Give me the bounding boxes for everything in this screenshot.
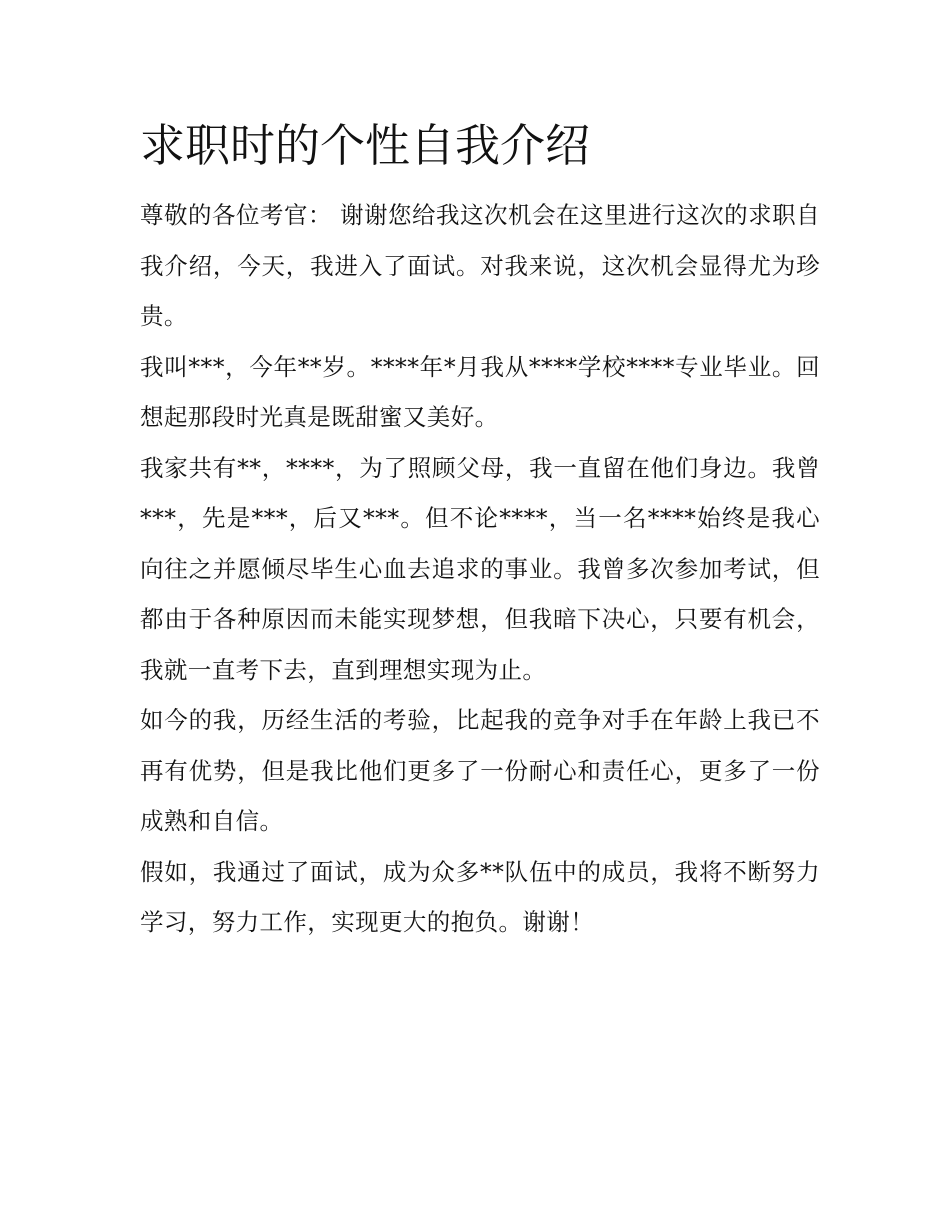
document-paragraphs	[140, 190, 820, 948]
paragraph-greeting: 尊敬的各位考官： 谢谢您给我这次机会在这里进行这次的求职自我介绍，今天，我进入了面试。对我来说，这次机会显得尤为珍贵。	[140, 201, 820, 330]
paragraph-family-and-goal: 我家共有**，****，为了照顾父母，我一直留在他们身边。我曾***，先是***，后又***。但不论****，当一名****始终是我心向往之并愿倾尽毕生心血去追求的事业。我曾多次参加考试，但都由于各种原因而未能实现梦想，但我暗下决心，只要有机会，我就一直考下去，直到理想实现为止。	[140, 453, 820, 684]
document-body	[140, 112, 820, 948]
paragraph-closing: 假如，我通过了面试，成为众多**队伍中的成员，我将不断努力学习，努力工作，实现更大的抱负。谢谢！	[140, 857, 820, 936]
paragraph-strengths: 如今的我，历经生活的考验，比起我的竞争对手在年龄上我已不再有优势，但是我比他们更多了一份耐心和责任心，更多了一份成熟和自信。	[140, 706, 820, 835]
document-title: 求职时的个性自我介绍	[140, 119, 591, 172]
paragraph-basic-info: 我叫***，今年**岁。****年*月我从****学校****专业毕业。回想起那段时光真是既甜蜜又美好。	[140, 352, 820, 431]
